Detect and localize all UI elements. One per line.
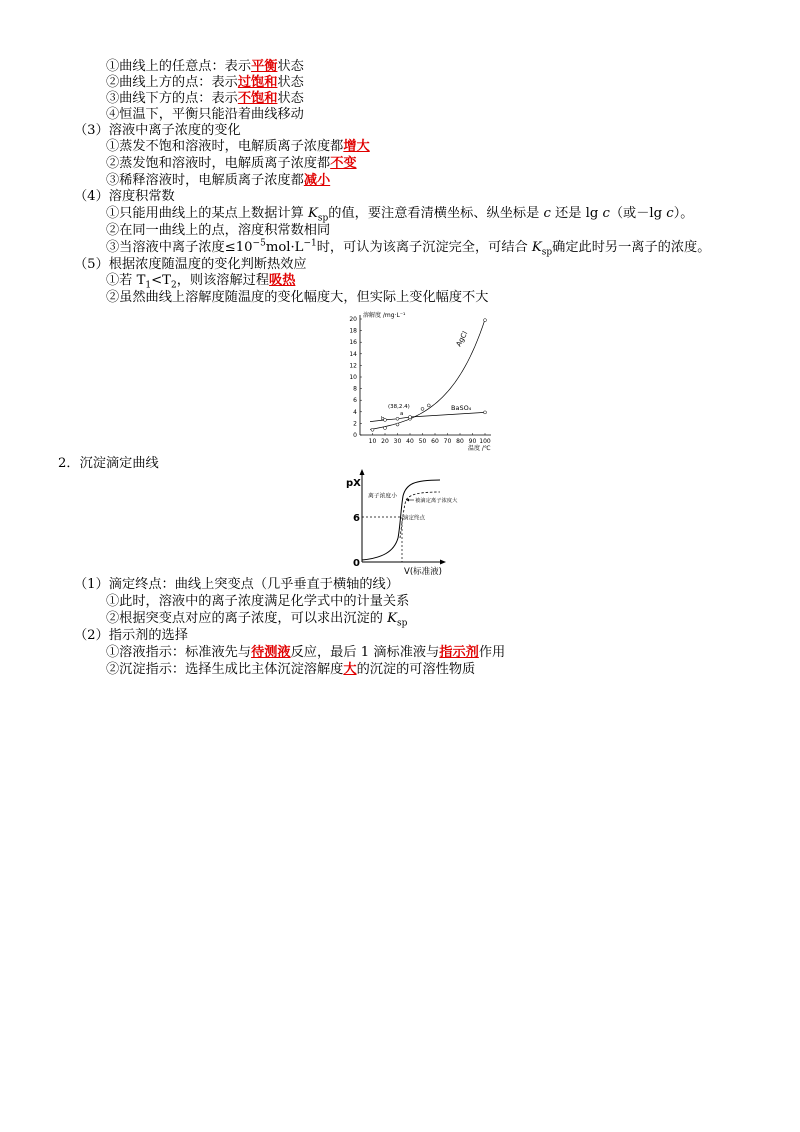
- line-d2: ②虽然曲线上溶解度随温度的变化幅度大，但实际上变化幅度不大: [106, 290, 489, 305]
- line-c3: ③当溶液中离子浓度$\le 10^{-5}mol\cdot L^{-1}$时，可认为该离子沉淀完全，可结合 $K_{sp}$确定此时另一离子的浓度。: [106, 238, 711, 258]
- line-f1: ①溶液指示：标准液先与待测液反应，最后 1 滴标准液与指示剂作用: [106, 645, 506, 660]
- c1-ylabel: 溶解度 /mg·L⁻¹: [363, 312, 406, 319]
- heading-3: （3）溶液中离子浓度的变化: [74, 123, 241, 138]
- c1-ytick-label: 14: [349, 350, 357, 358]
- c1-xtick-label: 10: [368, 438, 377, 445]
- line-a4: ④恒温下，平衡只能沿着曲线移动: [106, 107, 304, 122]
- c1-baso4-point: [396, 417, 399, 420]
- c1-ytick-label: 20: [349, 316, 357, 323]
- c1-agcl-point: [421, 407, 424, 410]
- c1-axes: [360, 315, 491, 435]
- c1-xtick-label: 40: [406, 438, 414, 445]
- s2-heading-2: （2）指示剂的选择: [74, 628, 188, 643]
- c2-label-large: 被滴定离子浓度大: [415, 498, 458, 504]
- c1-ytick-label: 4: [353, 408, 357, 416]
- c1-point-b: b: [381, 416, 385, 422]
- c2-label-small: 离子浓度小: [368, 493, 397, 500]
- c1-agcl-point: [484, 319, 487, 322]
- heading-4: （4）溶度积常数: [74, 189, 175, 204]
- c1-series: [370, 319, 487, 432]
- c1-ytick-label: 6: [353, 397, 357, 405]
- line-c2: ②在同一曲线上的点，溶度积常数相同: [106, 223, 331, 238]
- c1-xtick-label: 90: [468, 438, 477, 445]
- c2-ylabel: pX: [346, 478, 361, 489]
- line-a1: ①曲线上的任意点：表示平衡状态: [106, 59, 304, 74]
- c1-ytick-label: 16: [349, 339, 357, 347]
- section-2-title: 2．沉淀滴定曲线: [58, 456, 159, 471]
- line-a2: ②曲线上方的点：表示过饱和状态: [106, 75, 304, 90]
- s2-heading-1: （1）滴定终点：曲线上突变点（几乎垂直于横轴的线）: [74, 577, 399, 592]
- line-b3: ③稀释溶液时，电解质离子浓度都减小: [106, 173, 331, 188]
- line-d1: ①若 $T_1<T_2$，则该溶解过程吸热: [106, 273, 296, 291]
- titration-chart: [342, 468, 458, 578]
- c1-ytick-label: 2: [353, 420, 357, 428]
- c1-ytick-label: 18: [349, 327, 357, 335]
- c1-baso4-line: [370, 412, 485, 421]
- c1-xtick-label: 60: [431, 438, 439, 445]
- c1-point-label: (38,2.4): [388, 404, 410, 410]
- solubility-chart: [340, 307, 500, 452]
- c1-ytick-label: 12: [349, 362, 357, 370]
- line-b1: ①蒸发不饱和溶液时，电解质离子浓度都增大: [106, 139, 370, 154]
- c1-baso4-point: [409, 416, 412, 419]
- line-b2: ②蒸发饱和溶液时，电解质离子浓度都不变: [106, 156, 357, 171]
- c1-agcl-label: AgCl: [454, 329, 470, 348]
- c2-label-endpoint: 滴定终点: [403, 515, 426, 522]
- line-e1: ①此时，溶液中的离子浓度满足化学式中的计量关系: [106, 594, 410, 609]
- c1-xtick-label: 20: [381, 438, 389, 445]
- c1-agcl-point: [371, 428, 374, 431]
- c1-agcl-point: [427, 404, 430, 407]
- c1-xlabel: 温度 /℃: [468, 445, 491, 452]
- c1-baso4-label: BaSO₄: [451, 404, 472, 412]
- c2-xlabel: V(标准液): [404, 567, 442, 577]
- c1-baso4-point: [484, 411, 487, 414]
- c1-xtick-label: 70: [443, 438, 452, 445]
- c1-xtick-label: 80: [456, 438, 464, 445]
- c1-xtick-label: 30: [393, 438, 402, 445]
- c2-y-arrow: [360, 469, 365, 475]
- c2-tick-6: 6: [353, 513, 360, 524]
- line-a3: ③曲线下方的点：表示不饱和状态: [106, 91, 304, 106]
- c1-point-a: a: [400, 411, 404, 417]
- c1-ytick-label: 0: [353, 432, 357, 439]
- c1-xtick-label: 50: [418, 438, 427, 445]
- c1-agcl-point: [396, 423, 399, 426]
- c2-x-arrow: [440, 560, 446, 565]
- c1-ytick-label: 10: [349, 374, 357, 381]
- c1-ticks: [349, 316, 491, 445]
- c2-tick-0: 0: [353, 558, 360, 569]
- line-f2: ②沉淀指示：选择生成比主体沉淀溶解度大的沉淀的可溶性物质: [106, 662, 476, 677]
- c1-ytick-label: 8: [353, 385, 357, 393]
- c1-xtick-label: 100: [479, 438, 491, 445]
- c1-agcl-point: [384, 427, 387, 430]
- heading-5: （5）根据浓度随温度的变化判断热效应: [74, 257, 307, 272]
- line-e2: ②根据突变点对应的离子浓度，可以求出沉淀的 $K_{sp}$: [106, 611, 408, 629]
- line-c1: ①只能用曲线上的某点上数据计算 $K_{sp}$的值，要注意看清横坐标、纵坐标是 c 还是 lg c（或－lg c）。: [106, 206, 694, 224]
